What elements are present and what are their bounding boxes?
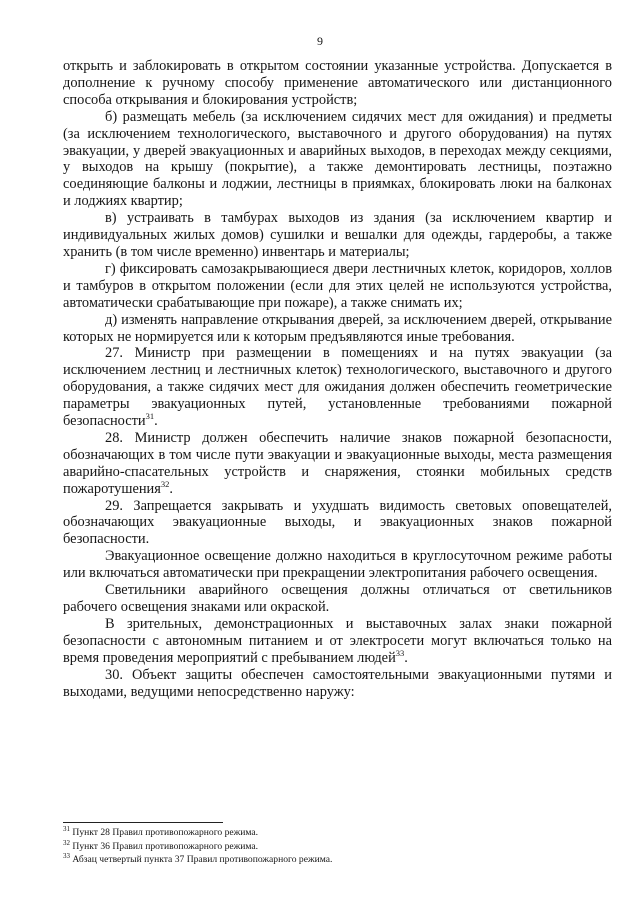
footnote-mark: 31 xyxy=(63,825,70,833)
paragraph-text: . xyxy=(169,480,173,497)
paragraph-text: в) устраивать в тамбурах выходов из здания (за исключением квартир и индивидуальных жилых домов) сушилки и вешалки для одежды, гардеробы, а также хранить (в том числе временно) инвентарь и материалы; xyxy=(63,210,612,260)
paragraph-text: Светильники аварийного освещения должны отличаться от светильников рабочего освещения знаками или окраской. xyxy=(63,582,612,615)
footnote-text: Абзац четвертый пункта 37 Правил противопожарного режима. xyxy=(70,854,333,865)
footnote-reference[interactable]: 31 xyxy=(145,411,155,422)
paragraph-p12 xyxy=(63,667,612,701)
paragraph-text: б) размещать мебель (за исключением сидячих мест для ожидания) и предметы (за исключением технологического, выставочного и другого оборудования) на путях эвакуации, у дверей эвакуационных и аварийных выходов, в переходах между секциями, у выходов на крышу (покрытие), а также демонтировать лестницы, поэтажно соединяющие балконы и лоджии, лестницы в приямках, блокировать люки на балконах и лоджиях квартир; xyxy=(63,108,612,210)
paragraph-p6 xyxy=(63,345,612,430)
paragraph-p3 xyxy=(63,210,612,261)
paragraph-text: д) изменять направление открывания дверей, за исключением дверей, открывание которых не нормируется или к которым предъявляются иные требования. xyxy=(63,311,612,345)
paragraph-p8 xyxy=(63,498,612,549)
paragraph-text: открыть и заблокировать в открытом состоянии указанные устройства. Допускается в дополнение к ручному способу применение автоматического или дистанционного способа открывания и блокирования устройств; xyxy=(63,58,612,108)
paragraph-p11 xyxy=(63,616,612,667)
paragraph-text: г) фиксировать самозакрывающиеся двери лестничных клеток, коридоров, холлов и тамбуров в открытом положении (если для этих целей не используются устройства, автоматически срабатывающие при пожаре), а также снимать их; xyxy=(63,260,612,311)
paragraph-text: 30. Объект защиты обеспечен самостоятельными эвакуационными путями и выходами, ведущими непосредственно наружу: xyxy=(63,666,612,700)
footnote-separator xyxy=(63,822,223,823)
footnote-33 xyxy=(63,853,603,867)
paragraph-p2 xyxy=(63,109,612,210)
document-body xyxy=(63,58,612,700)
paragraph-p9 xyxy=(63,548,612,582)
footnote-31 xyxy=(63,826,603,840)
paragraph-p10 xyxy=(63,582,612,616)
footnote-text: Пункт 36 Правил противопожарного режима. xyxy=(70,840,259,852)
paragraph-text: 29. Запрещается закрывать и ухудшать видимость световых оповещателей, обозначающих эвакуационные выходы, и эвакуационных знаков пожарной безопасности. xyxy=(63,497,612,548)
paragraph-p1 xyxy=(63,58,612,109)
paragraph-text: В зрительных, демонстрационных и выставочных залах знаки пожарной безопасности с автономным питанием и от электросети могут включаться только на время проведения мероприятий с пребыванием людей xyxy=(63,615,612,666)
paragraph-p7 xyxy=(63,430,612,498)
paragraph-text: Эвакуационное освещение должно находиться в круглосуточном режиме работы или включаться автоматически при прекращении электропитания рабочего освещения. xyxy=(63,548,612,582)
page-number: 9 xyxy=(317,34,323,48)
paragraph-text: 28. Министр должен обеспечить наличие знаков пожарной безопасности, обозначающих в том числе пути эвакуации и эвакуационные выходы, места размещения аварийно-спасательных устройств и снаряжения, стоянки мобильных средств пожаротушения xyxy=(63,429,612,497)
footnotes xyxy=(63,826,603,867)
footnote-reference[interactable]: 33 xyxy=(395,647,405,658)
footnote-text: Пункт 28 Правил противопожарного режима. xyxy=(70,827,259,838)
paragraph-text: 27. Министр при размещении в помещениях и на путях эвакуации (за исключением лестниц и лестничных клеток) технологического, выставочного и другого оборудования, а также сидячих мест для ожидания должен обеспечить геометрические параметры эвакуационных путей, установленные требованиями пожарной безопасности xyxy=(63,345,612,430)
paragraph-text: . xyxy=(154,413,158,430)
footnote-reference[interactable]: 32 xyxy=(160,478,170,489)
footnote-mark: 33 xyxy=(63,852,70,860)
paragraph-text: . xyxy=(404,649,408,666)
footnote-mark: 32 xyxy=(63,838,70,847)
paragraph-p4 xyxy=(63,261,612,312)
paragraph-p5 xyxy=(63,312,612,346)
footnote-32 xyxy=(63,840,603,854)
